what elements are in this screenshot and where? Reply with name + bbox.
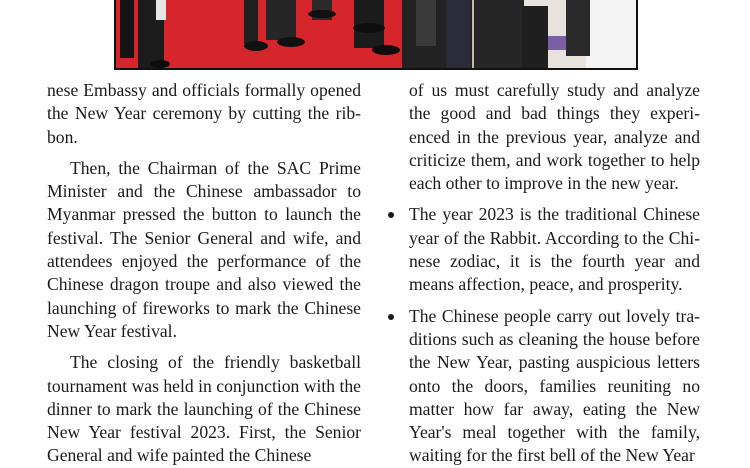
event-photo (114, 0, 638, 70)
paragraph: nese Embassy and officials formally opened the New Year ceremony by cutting the ribbon. (47, 80, 361, 147)
paragraph: The closing of the friendly basketball tournament was held in conjunction with the dinner to mark the launching of the Chinese New Year festival 2023. First, the Senior General and wife painted the Chinese (47, 352, 361, 466)
left-column (47, 79, 361, 468)
paragraph: Then, the Chairman of the SAC Prime Minister and the Chinese ambassador to Myanmar pressed the button to launch the festival. The Senior General and wife, and attendees enjoyed the performance of the Chinese dragon troupe and also viewed the launching of fireworks to mark the Chinese New Year festival. (47, 157, 361, 341)
bullet-list (386, 203, 700, 467)
paragraph-continuation: of us must carefully study and analyze the good and bad things they experienced in the previous year, analyze and criticize them, and work together to help each other to improve in the new year. (409, 80, 700, 194)
list-item: The year 2023 is the traditional Chinese year of the Rabbit. According to the Chinese zodiac, it is the fourth year and means affection, peace, and prosperity. (386, 203, 700, 296)
list-item: The Chinese people carry out lovely traditions such as cleaning the house before the New Year, pasting auspicious letters onto the doors, families reuniting no matter how far away, eating the New Year's meal together with the family, waiting for the first bell of the New Year (386, 305, 700, 468)
right-column (386, 79, 700, 468)
